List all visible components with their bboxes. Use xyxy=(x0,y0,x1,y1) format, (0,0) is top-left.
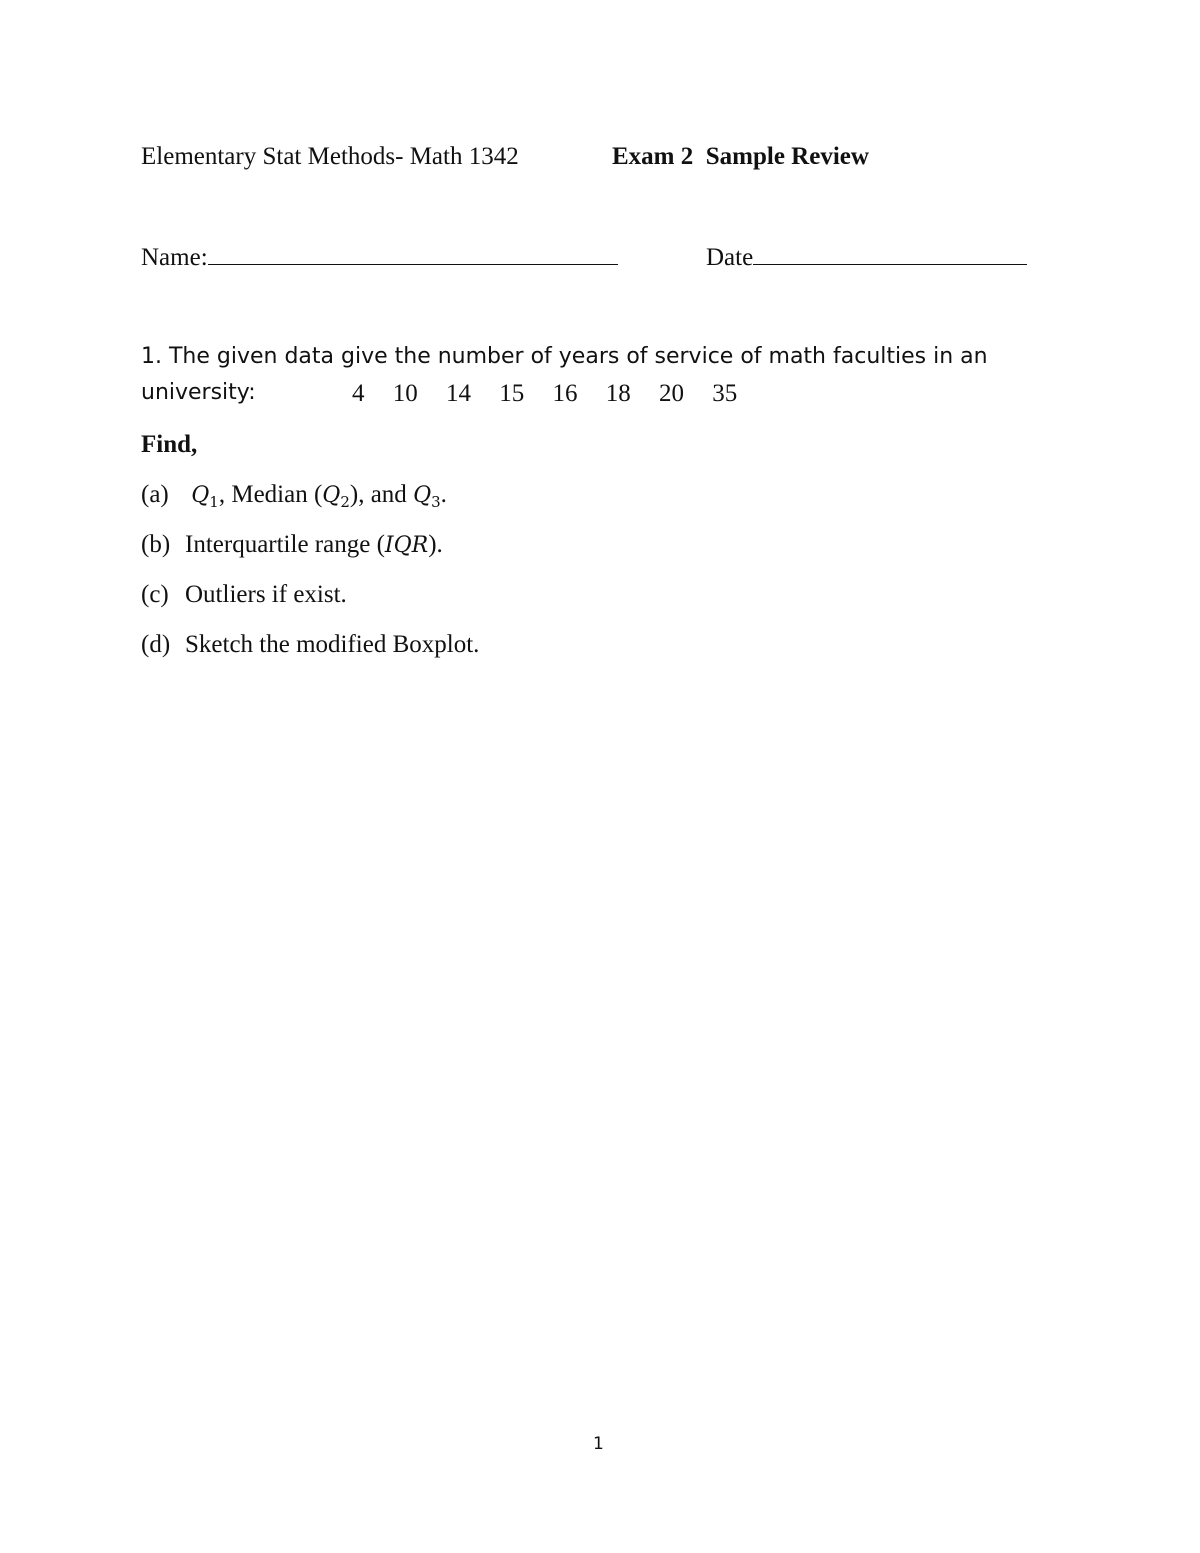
data-value: 4 xyxy=(352,380,365,407)
question1-stem-line2: university: xyxy=(141,380,256,405)
part-a-text2: ), and xyxy=(349,481,414,508)
part-a-text1: , Median ( xyxy=(218,481,323,508)
q1-subscript: 1 xyxy=(209,493,219,511)
course-title: Elementary Stat Methods- Math 1342 xyxy=(141,143,519,170)
name-label: Name: xyxy=(141,244,208,271)
page-number: 1 xyxy=(593,1434,604,1454)
iqr-symbol: IQR xyxy=(384,533,429,558)
part-a-text3: . xyxy=(440,481,447,508)
data-value: 14 xyxy=(446,380,471,407)
data-value: 20 xyxy=(659,380,684,407)
data-value: 18 xyxy=(605,380,631,407)
part-b xyxy=(141,531,443,559)
part-d-label: (d) xyxy=(141,631,171,658)
q2-subscript: 2 xyxy=(340,493,350,511)
part-d-text: Sketch the modified Boxplot. xyxy=(185,631,480,658)
q3-symbol: Q xyxy=(413,483,432,508)
part-b-text1: Interquartile range ( xyxy=(185,531,385,558)
date-label: Date xyxy=(706,244,754,271)
part-a xyxy=(141,481,447,511)
exam-title: Exam 2 Sample Review xyxy=(612,143,869,170)
part-b-text2: ). xyxy=(428,531,443,558)
data-value: 16 xyxy=(552,380,578,407)
q3-subscript: 3 xyxy=(431,493,441,511)
name-field xyxy=(141,242,618,272)
data-value: 35 xyxy=(712,380,738,407)
data-value: 10 xyxy=(392,380,418,407)
part-c xyxy=(141,581,347,609)
date-blank-line[interactable] xyxy=(753,242,1027,265)
data-values xyxy=(352,380,759,408)
name-blank-line[interactable] xyxy=(208,242,618,265)
date-field xyxy=(706,242,1027,272)
part-b-label: (b) xyxy=(141,531,171,558)
part-c-label: (c) xyxy=(141,581,169,608)
question1-stem-line1: 1. The given data give the number of years of service of math faculties in an xyxy=(141,344,988,369)
find-label: Find, xyxy=(141,431,198,458)
data-value: 15 xyxy=(499,380,525,407)
q1-symbol: Q xyxy=(191,483,210,508)
q2-symbol: Q xyxy=(322,483,341,508)
part-c-text: Outliers if exist. xyxy=(185,581,347,608)
part-d xyxy=(141,631,479,659)
part-a-label: (a) xyxy=(141,481,169,508)
